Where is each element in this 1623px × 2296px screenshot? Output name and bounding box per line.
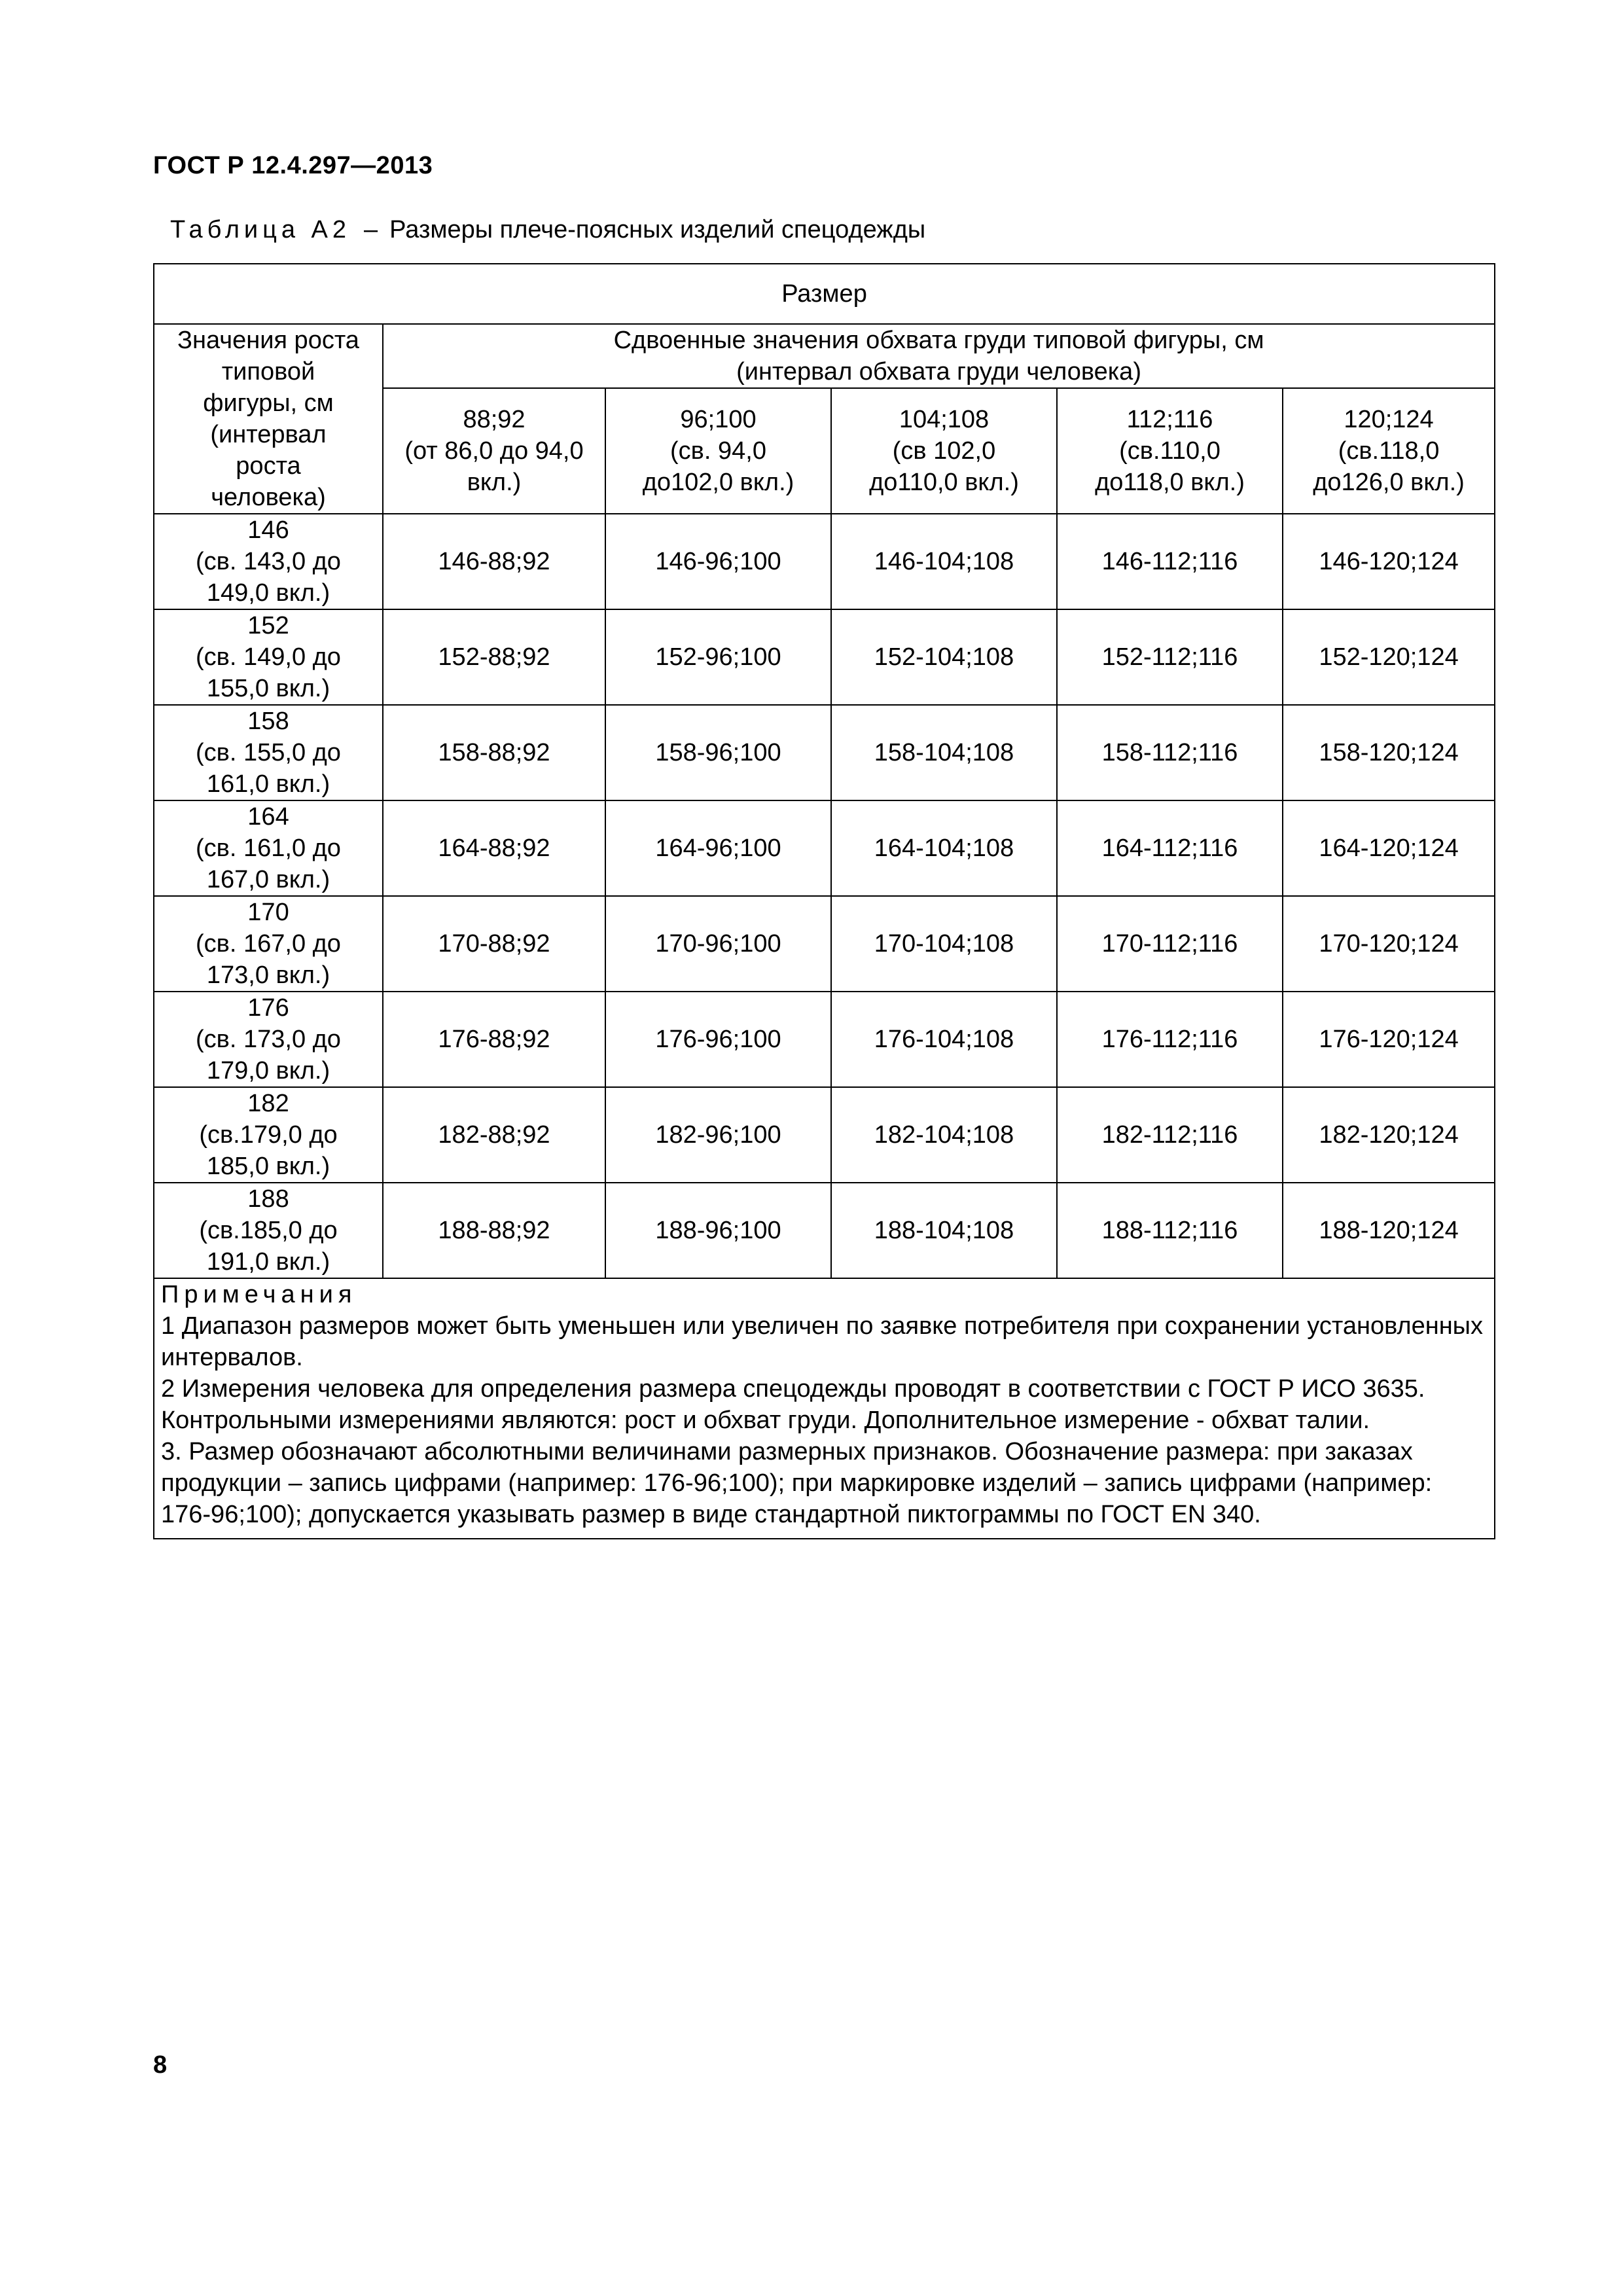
size-cell: 170-120;124 <box>1283 896 1495 992</box>
cell-line: 161,0 вкл.) <box>206 770 330 798</box>
cell-line: (св. 155,0 до <box>196 739 341 766</box>
cell-line: (св. 161,0 до <box>196 834 341 862</box>
table-row <box>154 705 1495 800</box>
cell-line: (от 86,0 до 94,0 <box>404 437 584 465</box>
table-row <box>154 1087 1495 1183</box>
size-cell: 170-96;100 <box>605 896 831 992</box>
cell-line: (св. 143,0 до <box>196 548 341 575</box>
size-cell: 164-104;108 <box>831 800 1057 896</box>
cell-line: типовой <box>221 358 315 386</box>
table-row <box>154 992 1495 1087</box>
size-cell: 176-112;116 <box>1057 992 1283 1087</box>
height-cell <box>154 1183 383 1278</box>
chest-column-header <box>605 388 831 514</box>
cell-line: (св.185,0 до <box>199 1217 338 1244</box>
table-row <box>154 800 1495 896</box>
cell-line: (св. 167,0 до <box>196 930 341 958</box>
size-cell: 188-104;108 <box>831 1183 1057 1278</box>
cell-line: 155,0 вкл.) <box>206 675 330 702</box>
size-cell: 152-104;108 <box>831 609 1057 705</box>
height-cell <box>154 1087 383 1183</box>
chest-column-header <box>1057 388 1283 514</box>
cell-line: 167,0 вкл.) <box>206 866 330 893</box>
cell-line: фигуры, см <box>203 389 334 417</box>
cell-line: 176 <box>247 994 289 1022</box>
cell-line: (интервал <box>210 421 327 448</box>
note-item: 1 Диапазон размеров может быть уменьшен или увеличен по заявке потребителя при сохранении установленных интервалов. <box>161 1312 1483 1371</box>
cell-line: (св. 149,0 до <box>196 643 341 671</box>
height-cell <box>154 992 383 1087</box>
size-cell: 164-112;116 <box>1057 800 1283 896</box>
size-cell: 188-120;124 <box>1283 1183 1495 1278</box>
cell-line: 158 <box>247 708 289 735</box>
table-row <box>154 514 1495 609</box>
table-notes <box>154 1278 1495 1539</box>
size-cell: 158-120;124 <box>1283 705 1495 800</box>
size-cell: 152-112;116 <box>1057 609 1283 705</box>
height-header <box>154 324 383 514</box>
cell-line: (св 102,0 <box>892 437 996 465</box>
size-cell: 182-104;108 <box>831 1087 1057 1183</box>
size-cell: 164-120;124 <box>1283 800 1495 896</box>
size-cell: 170-112;116 <box>1057 896 1283 992</box>
size-cell: 146-96;100 <box>605 514 831 609</box>
size-cell: 164-88;92 <box>383 800 605 896</box>
cell-line: 191,0 вкл.) <box>206 1248 330 1276</box>
height-cell <box>154 609 383 705</box>
notes-title: Примечания <box>161 1281 357 1308</box>
cell-line: 112;116 <box>1126 406 1213 433</box>
notes-row <box>154 1278 1495 1539</box>
size-cell: 146-104;108 <box>831 514 1057 609</box>
cell-line: (св.179,0 до <box>199 1121 338 1149</box>
cell-line: Сдвоенные значения обхвата груди типовой фигуры, см <box>613 327 1264 354</box>
size-cell: 188-112;116 <box>1057 1183 1283 1278</box>
size-cell: 152-88;92 <box>383 609 605 705</box>
table-row <box>154 1183 1495 1278</box>
size-cell: 146-88;92 <box>383 514 605 609</box>
table-caption-label: Таблица А2 <box>170 216 351 243</box>
cell-line: 185,0 вкл.) <box>206 1153 330 1180</box>
size-cell: 182-88;92 <box>383 1087 605 1183</box>
size-cell: 176-88;92 <box>383 992 605 1087</box>
cell-line: (св.110,0 <box>1119 437 1221 465</box>
size-cell: 146-112;116 <box>1057 514 1283 609</box>
size-table <box>153 263 1495 1539</box>
table-row <box>154 896 1495 992</box>
cell-line: 179,0 вкл.) <box>206 1057 330 1085</box>
cell-line: роста <box>236 452 301 480</box>
cell-line: 164 <box>247 803 289 831</box>
size-cell: 188-96;100 <box>605 1183 831 1278</box>
page-number: 8 <box>153 2051 168 2079</box>
height-cell <box>154 514 383 609</box>
note-item: 3. Размер обозначают абсолютными величинами размерных признаков. Обозначение размера: при заказах продукции – запись цифрами (например: 176-96;100); при маркировке изделий – запись цифрами (например: 176-96;100); допускается указывать размер в виде стандартной пиктограммы по ГОСТ EN 340. <box>161 1438 1433 1528</box>
height-cell <box>154 705 383 800</box>
table-caption-title: Размеры плече-поясных изделий спецодежды <box>389 216 926 243</box>
cell-line: 96;100 <box>680 406 757 433</box>
cell-line: вкл.) <box>467 469 522 496</box>
note-item: 2 Измерения человека для определения размера спецодежды проводят в соответствии с ГОСТ Р ИСО 3635. Контрольными измерениями являются: рост и обхват груди. Дополнительное измерение - обхват талии. <box>161 1375 1425 1434</box>
size-cell: 158-104;108 <box>831 705 1057 800</box>
size-cell: 170-88;92 <box>383 896 605 992</box>
cell-line: человека) <box>211 484 326 511</box>
size-cell: 182-96;100 <box>605 1087 831 1183</box>
size-cell: 176-96;100 <box>605 992 831 1087</box>
chest-header-row <box>154 324 1495 388</box>
height-cell <box>154 800 383 896</box>
size-header: Размер <box>154 264 1495 324</box>
cell-line: 120;124 <box>1344 406 1434 433</box>
chest-column-header <box>831 388 1057 514</box>
cell-line: (интервал обхвата груди человека) <box>736 358 1141 386</box>
cell-line: 173,0 вкл.) <box>206 961 330 989</box>
size-cell: 176-120;124 <box>1283 992 1495 1087</box>
cell-line: 188 <box>247 1185 289 1213</box>
size-cell: 164-96;100 <box>605 800 831 896</box>
size-cell: 182-120;124 <box>1283 1087 1495 1183</box>
cell-line: 182 <box>247 1090 289 1117</box>
size-cell: 158-112;116 <box>1057 705 1283 800</box>
size-cell: 170-104;108 <box>831 896 1057 992</box>
document-code: ГОСТ Р 12.4.297—2013 <box>153 152 433 179</box>
table-row <box>154 609 1495 705</box>
size-cell: 152-96;100 <box>605 609 831 705</box>
size-cell: 188-88;92 <box>383 1183 605 1278</box>
chest-header <box>383 324 1495 388</box>
cell-line: Значения роста <box>177 327 359 354</box>
size-cell: 182-112;116 <box>1057 1087 1283 1183</box>
cell-line: (св. 173,0 до <box>196 1026 341 1053</box>
cell-line: 104;108 <box>899 406 990 433</box>
cell-line: (св. 94,0 <box>670 437 766 465</box>
cell-line: до126,0 вкл.) <box>1313 469 1465 496</box>
cell-line: 146 <box>247 516 289 544</box>
cell-line: до118,0 вкл.) <box>1095 469 1245 496</box>
size-header-row <box>154 264 1495 324</box>
cell-line: до102,0 вкл.) <box>642 469 794 496</box>
size-cell: 146-120;124 <box>1283 514 1495 609</box>
cell-line: 149,0 вкл.) <box>206 579 330 607</box>
size-cell: 152-120;124 <box>1283 609 1495 705</box>
chest-column-header <box>383 388 605 514</box>
cell-line: (св.118,0 <box>1338 437 1440 465</box>
table-caption-dash: – <box>364 216 378 243</box>
cell-line: 170 <box>247 899 289 926</box>
chest-column-header <box>1283 388 1495 514</box>
cell-line: 152 <box>247 612 289 639</box>
table-caption <box>170 216 925 244</box>
cell-line: 88;92 <box>463 406 526 433</box>
size-cell: 158-88;92 <box>383 705 605 800</box>
height-cell <box>154 896 383 992</box>
size-cell: 158-96;100 <box>605 705 831 800</box>
cell-line: до110,0 вкл.) <box>869 469 1019 496</box>
size-cell: 176-104;108 <box>831 992 1057 1087</box>
